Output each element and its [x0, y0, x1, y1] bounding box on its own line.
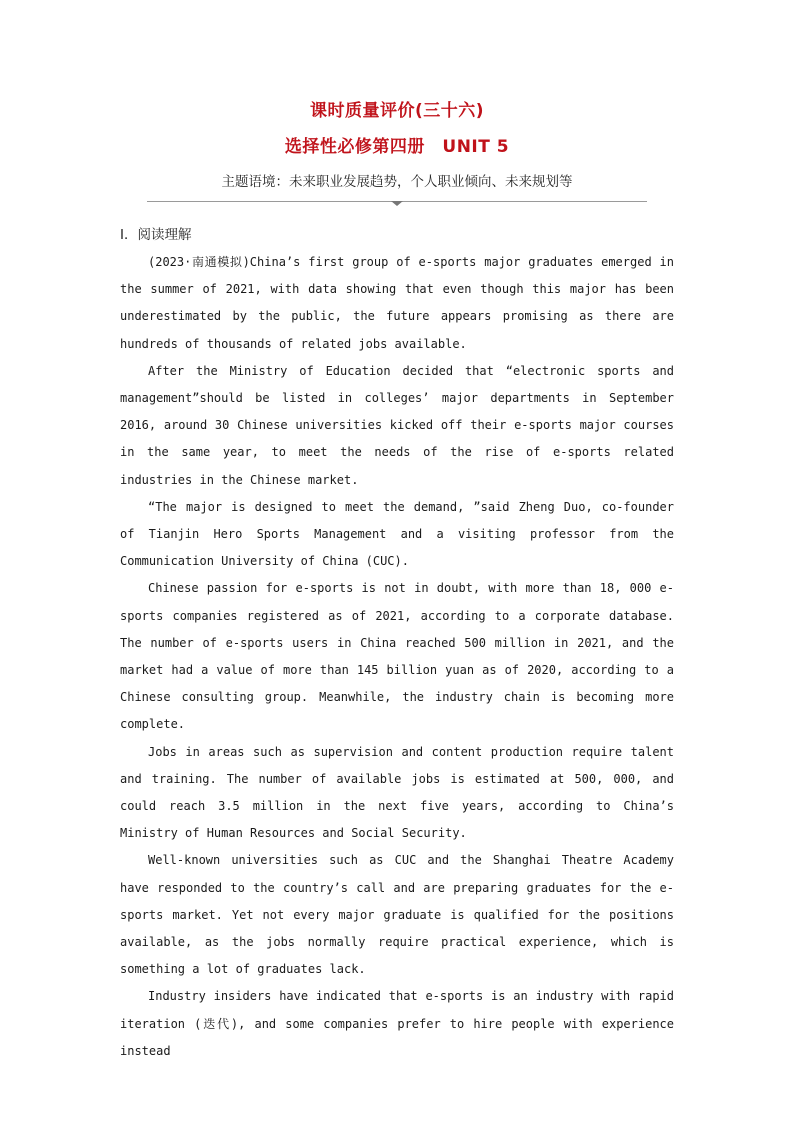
divider-triangle-icon	[391, 201, 403, 206]
reading-passage	[120, 249, 674, 1065]
passage-paragraph: (2023·南通模拟)China’s first group of e-sports major graduates emerged in the summer of 2021, with data showing that even though this major has been underestimated by the public, the future appears promising as there are hundreds of thousands of related jobs available.	[120, 255, 674, 351]
section-heading: Ⅰ．阅读理解	[120, 227, 192, 243]
theme-context: 主题语境：未来职业发展趋势，个人职业倾向、未来规划等	[221, 174, 573, 190]
passage-paragraph: Jobs in areas such as supervision and content production require talent and training. The number of available jobs is estimated at 500, 000, and could reach 3.5 million in the next five years, according to China’s Ministry of Human Resources and Social Security.	[120, 744, 674, 841]
page-subtitle: 选择性必修第四册 UNIT 5	[284, 137, 510, 157]
passage-paragraph: After the Ministry of Education decided that “electronic sports and management”should be listed in colleges’ major departments in September 2016, around 30 Chinese universities kicked off their e-sports major courses in the same year, to meet the needs of the rise of e-sports related industries in the Chinese market.	[120, 363, 674, 487]
passage-paragraph: Chinese passion for e-sports is not in doubt, with more than 18, 000 e-sports companies registered as of 2021, according to a corporate database. The number of e-sports users in China reached 500 million in 2021, and the market had a value of more than 145 billion yuan as of 2020, according to a Chinese consulting group. Meanwhile, the industry chain is becoming more complete.	[120, 581, 674, 732]
page-title: 课时质量评价(三十六)	[309, 101, 485, 121]
passage-paragraph: “The major is designed to meet the demand, ”said Zheng Duo, co-founder of Tianjin Hero Sports Management and a visiting professor from the Communication University of China (CUC).	[120, 499, 674, 569]
passage-paragraph: Industry insiders have indicated that e-sports is an industry with rapid iteration (迭代), and some companies prefer to hire people with experience instead	[120, 989, 674, 1058]
passage-paragraph: Well-known universities such as CUC and the Shanghai Theatre Academy have responded to the country’s call and are preparing graduates for the e-sports market. Yet not every major graduate is qualified for the positions available, as the jobs normally require practical experience, which is something a lot of graduates lack.	[120, 853, 674, 977]
